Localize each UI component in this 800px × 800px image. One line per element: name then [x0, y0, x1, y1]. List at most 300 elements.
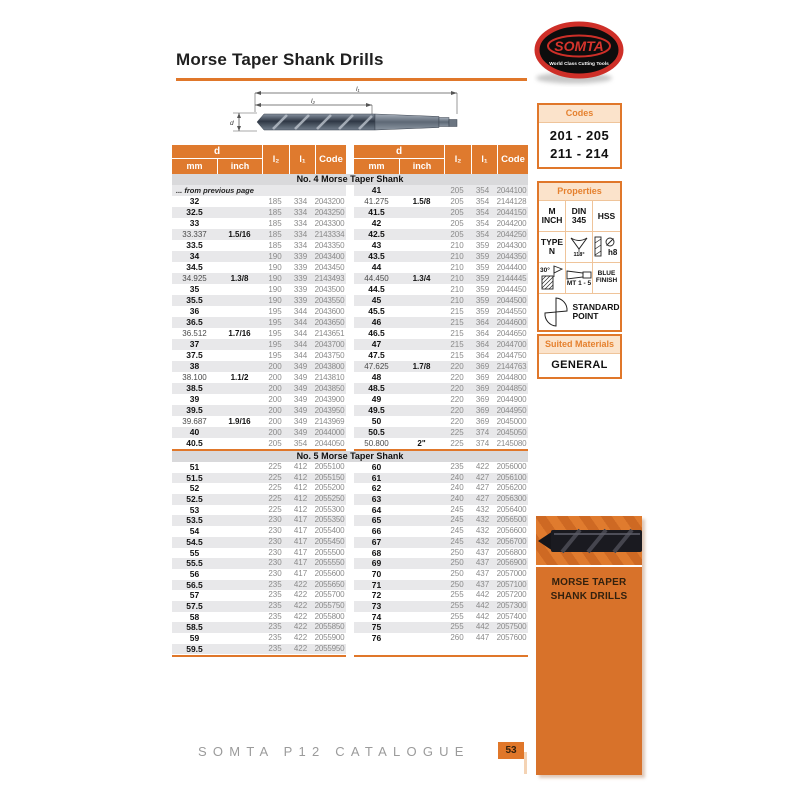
- cell-l1: 437: [475, 547, 490, 557]
- cell-l1: 344: [293, 307, 308, 316]
- cell-mm: 59: [189, 633, 200, 643]
- cell-mm: 34.925: [182, 274, 207, 283]
- cell-mm: 34: [189, 251, 200, 261]
- cell-l1: 437: [475, 558, 490, 568]
- suited-materials-box: [537, 334, 622, 379]
- cell-l1: 422: [293, 600, 308, 610]
- standard-point-label: STANDARD POINT: [572, 301, 620, 321]
- cell-l1: 437: [475, 579, 490, 589]
- cell-l1: 369: [475, 406, 490, 415]
- cell-inch: [217, 644, 262, 655]
- logo-name: SOMTA: [554, 38, 604, 54]
- cell-mm: 47.625: [364, 362, 389, 371]
- cell-code: 2044600: [496, 318, 527, 327]
- cell-l1: 344: [293, 340, 308, 349]
- cell-code: 2044250: [496, 230, 527, 239]
- table-header-left: [172, 145, 346, 174]
- table-row: [172, 462, 346, 473]
- table-row: [172, 306, 346, 317]
- cell-mm: 50.800: [364, 439, 389, 448]
- cell-mm: 48: [371, 372, 382, 382]
- cell-code: 2043800: [314, 362, 345, 371]
- property-taper-range: [566, 263, 593, 294]
- cell-l2: 240: [450, 483, 464, 493]
- product-panel-image: [536, 516, 642, 567]
- table-row: [354, 526, 528, 537]
- table-row: [172, 580, 346, 591]
- cell-mm: 51: [189, 462, 200, 472]
- cell-l1: 432: [475, 515, 490, 525]
- section-header: No. 4 Morse Taper Shank: [172, 174, 528, 185]
- cell-code: 2143810: [314, 373, 345, 382]
- cell-l1: 417: [293, 515, 308, 525]
- cell-code: 2044550: [496, 307, 527, 316]
- cell-l2: 195: [268, 307, 282, 316]
- cell-l2: 200: [268, 395, 282, 404]
- cell-l1: 374: [475, 428, 490, 437]
- cell-inch: [217, 462, 262, 473]
- cell-l1: 442: [475, 622, 490, 632]
- cell-code: 2043900: [314, 395, 345, 404]
- table-right: [354, 462, 528, 657]
- cell-l1: 334: [293, 219, 308, 228]
- cell-mm: 44.450: [364, 274, 389, 283]
- table-row: [172, 361, 346, 372]
- codes-values: [539, 123, 620, 167]
- cell-mm: 58.5: [186, 622, 203, 633]
- drill-diagram: [225, 84, 535, 142]
- cell-code: 2055700: [314, 590, 345, 600]
- header-d: d: [354, 145, 444, 159]
- cell-mm: 36.512: [182, 329, 207, 338]
- cell-code: 2044050: [314, 439, 345, 448]
- table-row: [354, 306, 528, 317]
- cell-code: 2043250: [314, 208, 345, 217]
- cell-code: 2056500: [496, 515, 527, 525]
- cell-l1: 364: [475, 351, 490, 360]
- cell-l2: 200: [268, 428, 282, 437]
- cell-mm: 49: [371, 394, 382, 404]
- cell-inch: [399, 185, 444, 196]
- cell-l2: 230: [268, 526, 282, 536]
- cell-code: 2056900: [496, 558, 527, 568]
- table-row: [172, 273, 346, 284]
- cell-code: 2044450: [496, 285, 527, 294]
- cell-code: 2055250: [314, 494, 345, 504]
- cell-inch: [217, 240, 262, 251]
- cell-code: 2043550: [314, 296, 345, 305]
- tolerance-label: h8: [608, 248, 618, 257]
- table-row: [172, 558, 346, 569]
- cell-code: 2057000: [496, 568, 527, 578]
- cell-inch: 1.3/8: [230, 274, 249, 283]
- cell-l1: 354: [475, 208, 490, 217]
- cell-l1: 427: [475, 472, 490, 482]
- cell-code: 2055300: [314, 504, 345, 514]
- cell-mm: 76: [371, 633, 382, 643]
- cell-mm: 38.100: [182, 373, 207, 382]
- cell-code: 2056000: [496, 462, 527, 471]
- cell-inch: [217, 262, 262, 273]
- point-angle-icon: [567, 236, 591, 253]
- cell-mm: 43.5: [368, 251, 385, 261]
- table-row: [354, 284, 528, 295]
- cell-l1: 339: [293, 296, 308, 305]
- cell-l1: 344: [293, 351, 308, 360]
- cell-l2: 205: [450, 230, 464, 239]
- panel-shadow-strip: [524, 752, 527, 774]
- cell-l1: 334: [293, 241, 308, 250]
- page-number-badge: 53: [498, 742, 524, 759]
- cell-code: 2056300: [496, 494, 527, 504]
- header-mm: mm: [354, 159, 400, 174]
- cell-l2: 185: [268, 230, 282, 239]
- cell-inch: [217, 622, 262, 633]
- cell-l1: 422: [293, 622, 308, 632]
- cell-inch: [217, 361, 262, 372]
- cell-inch: [217, 284, 262, 295]
- cell-l2: 225: [268, 462, 282, 471]
- cell-inch: [217, 526, 262, 537]
- table-row: [354, 394, 528, 405]
- cell-mm: 38: [189, 361, 200, 371]
- header-l2: l₂: [445, 145, 472, 174]
- cell-inch: [399, 494, 444, 505]
- table-row: [354, 416, 528, 427]
- cell-inch: [399, 526, 444, 537]
- cell-code: 2043400: [314, 252, 345, 261]
- cell-l1: 422: [475, 462, 490, 471]
- table-row: [354, 590, 528, 601]
- cell-code: 2055900: [314, 633, 345, 642]
- cell-inch: [399, 483, 444, 494]
- cell-mm: 36: [189, 306, 200, 316]
- cell-inch: [399, 633, 444, 644]
- cell-inch: [217, 405, 262, 416]
- cell-l1: 339: [293, 252, 308, 261]
- cell-l2: 235: [268, 643, 282, 653]
- property-type-n: TYPE N: [539, 232, 566, 263]
- cell-inch: 1.9/16: [228, 417, 251, 426]
- cell-mm: 70: [371, 568, 382, 579]
- cell-l2: 230: [268, 536, 282, 546]
- cell-code: 2143334: [314, 230, 345, 239]
- cell-l1: 359: [475, 241, 490, 250]
- cell-l1: 334: [293, 197, 308, 206]
- cell-mm: 46.5: [368, 328, 385, 338]
- cell-code: 2055400: [314, 526, 345, 536]
- cell-code: 2056200: [496, 483, 527, 493]
- cell-code: 2043950: [314, 406, 345, 415]
- table-row: [172, 473, 346, 484]
- table-row: [354, 240, 528, 251]
- table-row: [354, 494, 528, 505]
- cell-code: 2043500: [314, 285, 345, 294]
- helix-angle-label: 30°: [540, 267, 550, 274]
- cell-inch: [217, 612, 262, 623]
- cell-inch: [217, 438, 262, 449]
- cell-l2: 240: [450, 472, 464, 482]
- cell-l2: 190: [268, 252, 282, 261]
- cell-l2: 235: [268, 622, 282, 632]
- cell-mm: 35: [189, 284, 200, 294]
- cell-l2: 215: [450, 340, 464, 349]
- cell-l1: 349: [293, 395, 308, 404]
- cell-mm: 50.5: [368, 427, 385, 437]
- cell-code: 2055100: [314, 462, 345, 471]
- property-standard-point: [539, 294, 620, 330]
- cell-l2: 185: [268, 208, 282, 217]
- cell-mm: 47: [371, 339, 382, 349]
- cell-code: 2043200: [314, 197, 345, 206]
- cell-l1: 427: [475, 494, 490, 504]
- cell-inch: [399, 580, 444, 591]
- cell-l1: 422: [293, 590, 308, 600]
- cell-code: 2057500: [496, 622, 527, 632]
- cell-l2: 240: [450, 494, 464, 504]
- cell-code: 2044300: [496, 241, 527, 250]
- table-left: [172, 462, 346, 657]
- cell-l1: 412: [293, 504, 308, 514]
- cell-mm: 52.5: [186, 494, 203, 505]
- cell-inch: [399, 569, 444, 580]
- cell-l2: 255: [450, 611, 464, 621]
- table-row: [354, 328, 528, 339]
- table-row: [172, 251, 346, 262]
- cell-l2: 245: [450, 504, 464, 514]
- cell-code: 2143969: [314, 417, 345, 426]
- cell-inch: [399, 612, 444, 623]
- cell-l1: 349: [293, 406, 308, 415]
- properties-title: Properties: [539, 183, 620, 201]
- cell-l2: 185: [268, 197, 282, 206]
- cell-mm: 75: [371, 622, 382, 633]
- table-row: [354, 196, 528, 207]
- product-panel-label: MORSE TAPER SHANK DRILLS: [550, 577, 628, 602]
- cell-code: 2043350: [314, 241, 345, 250]
- cell-inch: [217, 537, 262, 548]
- cell-mm: 33: [189, 218, 200, 228]
- cell-inch: [217, 601, 262, 612]
- table-row: [354, 569, 528, 580]
- header-inch: inch: [412, 161, 432, 171]
- table-row: [172, 548, 346, 559]
- cell-l2: 220: [450, 373, 464, 382]
- cell-code: 2143651: [314, 329, 345, 338]
- table-row: [354, 537, 528, 548]
- cell-l2: 255: [450, 600, 464, 610]
- cell-l1: 422: [293, 579, 308, 589]
- header-l1: l₁: [290, 145, 316, 174]
- cell-l1: 364: [475, 340, 490, 349]
- cell-l2: 235: [450, 462, 464, 471]
- cell-mm: 72: [371, 590, 382, 601]
- cell-l1: 437: [475, 568, 490, 578]
- cell-code: 2144128: [496, 197, 527, 206]
- table-row: [172, 569, 346, 580]
- cell-code: 2043700: [314, 340, 345, 349]
- cell-l2: 230: [268, 568, 282, 578]
- cell-code: 2056100: [496, 472, 527, 482]
- cell-mm: 32.5: [186, 207, 203, 217]
- cell-mm: 32: [189, 196, 200, 206]
- cell-l2: 190: [268, 296, 282, 305]
- table-row: [172, 229, 346, 240]
- l2-label: l₂: [311, 98, 315, 105]
- cell-code: 2056400: [496, 504, 527, 514]
- codes-box: [537, 103, 622, 169]
- cell-inch: [399, 427, 444, 438]
- code-range: 211 - 214: [550, 145, 609, 161]
- cell-inch: [399, 240, 444, 251]
- cell-mm: 37.5: [186, 350, 203, 360]
- cell-l2: 195: [268, 340, 282, 349]
- cell-inch: [217, 505, 262, 516]
- cell-l1: 432: [475, 526, 490, 536]
- cell-l2: 235: [268, 600, 282, 610]
- cell-l2: 250: [450, 558, 464, 568]
- cell-l1: 369: [475, 373, 490, 382]
- cell-inch: [217, 633, 262, 644]
- cell-l2: 220: [450, 417, 464, 426]
- cell-code: 2044850: [496, 384, 527, 393]
- cell-code: 2055200: [314, 483, 345, 493]
- cell-l2: 235: [268, 611, 282, 621]
- cell-l2: 215: [450, 307, 464, 316]
- cell-l1: 339: [293, 274, 308, 283]
- cell-inch: [217, 295, 262, 306]
- page-title: Morse Taper Shank Drills: [176, 50, 384, 69]
- cell-l1: 442: [475, 611, 490, 621]
- cell-l1: 369: [475, 362, 490, 371]
- cell-mm: 48.5: [368, 383, 385, 393]
- cell-inch: [217, 306, 262, 317]
- cell-l2: 225: [450, 439, 464, 448]
- cell-inch: [399, 383, 444, 394]
- cell-inch: [217, 548, 262, 559]
- cell-l2: 205: [450, 208, 464, 217]
- cell-l2: 200: [268, 373, 282, 382]
- footer-catalogue-text: SOMTA P12 CATALOGUE: [198, 744, 470, 759]
- table-row: [172, 207, 346, 218]
- cell-l2: 205: [450, 186, 464, 195]
- spec-tables: [172, 145, 528, 657]
- cell-inch: [217, 339, 262, 350]
- cell-mm: 37: [189, 339, 200, 349]
- table-row: [172, 633, 346, 644]
- table-row: [172, 416, 346, 427]
- table-row: [172, 427, 346, 438]
- cell-l2: 225: [268, 483, 282, 493]
- header-code: Code: [501, 154, 525, 165]
- cell-l1: 417: [293, 568, 308, 578]
- table-body: [172, 174, 528, 657]
- table-row: [354, 383, 528, 394]
- table-row: [354, 229, 528, 240]
- cell-mm: 57: [189, 590, 200, 601]
- cell-mm: 47.5: [368, 350, 385, 360]
- cell-inch: [217, 317, 262, 328]
- cell-mm: 59.5: [186, 643, 203, 654]
- property-tolerance-h8: [593, 232, 620, 263]
- header-l2: l₂: [263, 145, 290, 174]
- cell-l1: 427: [475, 483, 490, 493]
- cell-code: 2044400: [496, 263, 527, 272]
- cell-code: 2055950: [314, 643, 345, 653]
- cell-l1: 334: [293, 208, 308, 217]
- cell-code: 2044800: [496, 373, 527, 382]
- table-row: [354, 558, 528, 569]
- section-rows: [172, 462, 528, 657]
- cell-l1: 359: [475, 274, 490, 283]
- cell-mm: 43: [371, 240, 382, 250]
- logo-tagline: World Class Cutting Tools: [549, 62, 609, 67]
- table-row: [172, 218, 346, 229]
- cell-inch: [217, 350, 262, 361]
- cell-code: 2055450: [314, 536, 345, 546]
- table-row: [354, 462, 528, 473]
- cell-mm: 42.5: [368, 229, 385, 239]
- table-row: [172, 350, 346, 361]
- cell-l2: 215: [450, 329, 464, 338]
- cell-inch: [217, 394, 262, 405]
- cell-l1: 359: [475, 263, 490, 272]
- table-row: [354, 483, 528, 494]
- cell-l1: 349: [293, 428, 308, 437]
- cell-l2: 210: [450, 241, 464, 250]
- table-row: [354, 372, 528, 383]
- code-range: 201 - 205: [549, 128, 610, 143]
- cell-l2: 195: [268, 329, 282, 338]
- table-row: [354, 505, 528, 516]
- cell-inch: [217, 427, 262, 438]
- cell-mm: 41: [371, 185, 382, 195]
- cell-l2: 220: [450, 395, 464, 404]
- cell-inch: [217, 473, 262, 484]
- table-row: [172, 438, 346, 449]
- cell-mm: 42: [371, 218, 382, 228]
- header-d-group: [172, 145, 263, 174]
- header-d: d: [172, 145, 262, 159]
- cell-mm: 44.5: [368, 284, 385, 294]
- cell-inch: [399, 218, 444, 229]
- cell-l1: 354: [475, 186, 490, 195]
- cell-inch: [399, 328, 444, 339]
- table-row: [354, 473, 528, 484]
- cell-inch: [399, 537, 444, 548]
- cell-l1: 432: [475, 536, 490, 546]
- continuation-note: ... from previous page: [172, 185, 346, 196]
- cell-code: 2055350: [314, 515, 345, 525]
- cell-inch: [399, 284, 444, 295]
- helix-angle-icon: [539, 265, 565, 291]
- cell-inch: 1.3/4: [412, 274, 431, 283]
- cell-mm: 64: [371, 504, 382, 515]
- cell-inch: [217, 569, 262, 580]
- cell-code: 2044750: [496, 351, 527, 360]
- cell-mm: 62: [371, 483, 382, 494]
- cell-l2: 215: [450, 318, 464, 327]
- cell-l2: 185: [268, 241, 282, 250]
- cell-l1: 349: [293, 384, 308, 393]
- point-angle-label: 118°: [573, 251, 585, 258]
- cell-l1: 344: [293, 318, 308, 327]
- cell-l2: 185: [268, 219, 282, 228]
- cell-l2: 245: [450, 526, 464, 536]
- table-row: [172, 537, 346, 548]
- cell-code: 2043600: [314, 307, 345, 316]
- d-label: d: [230, 120, 234, 127]
